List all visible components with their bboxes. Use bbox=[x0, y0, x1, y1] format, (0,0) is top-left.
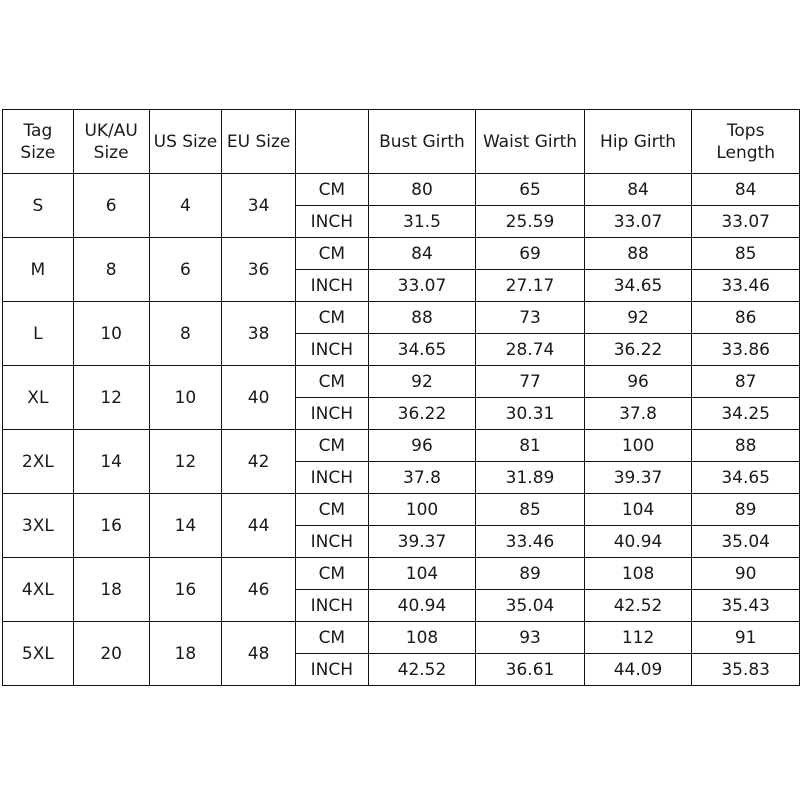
us-size-cell: 14 bbox=[149, 494, 222, 558]
uk-au-size-cell: 8 bbox=[73, 238, 149, 302]
eu-size-cell: 46 bbox=[222, 558, 296, 622]
header-row bbox=[3, 110, 800, 174]
tag-size-cell: L bbox=[3, 302, 74, 366]
length-inch-cell: 35.43 bbox=[692, 590, 800, 622]
length-cm-cell: 85 bbox=[692, 238, 800, 270]
header-eu-size-label: EU Size bbox=[226, 131, 291, 152]
length-cm-cell: 89 bbox=[692, 494, 800, 526]
uk-au-size-cell: 12 bbox=[73, 366, 149, 430]
length-inch-cell: 35.04 bbox=[692, 526, 800, 558]
waist-inch-cell: 36.61 bbox=[476, 654, 585, 686]
hip-cm-cell: 84 bbox=[584, 174, 692, 206]
hip-cm-cell: 96 bbox=[584, 366, 692, 398]
table-row bbox=[3, 366, 800, 398]
header-uk-au-size bbox=[73, 110, 149, 174]
unit-cm-cell: CM bbox=[295, 622, 368, 654]
uk-au-size-cell: 20 bbox=[73, 622, 149, 686]
unit-inch-cell: INCH bbox=[295, 334, 368, 366]
unit-cm-cell: CM bbox=[295, 174, 368, 206]
waist-inch-cell: 27.17 bbox=[476, 270, 585, 302]
waist-cm-cell: 93 bbox=[476, 622, 585, 654]
table-row bbox=[3, 302, 800, 334]
waist-inch-cell: 30.31 bbox=[476, 398, 585, 430]
header-bust-girth bbox=[368, 110, 476, 174]
eu-size-cell: 34 bbox=[222, 174, 296, 238]
hip-cm-cell: 112 bbox=[584, 622, 692, 654]
length-cm-cell: 87 bbox=[692, 366, 800, 398]
bust-cm-cell: 84 bbox=[368, 238, 476, 270]
hip-cm-cell: 88 bbox=[584, 238, 692, 270]
header-unit bbox=[295, 110, 368, 174]
eu-size-cell: 38 bbox=[222, 302, 296, 366]
length-cm-cell: 84 bbox=[692, 174, 800, 206]
length-inch-cell: 33.07 bbox=[692, 206, 800, 238]
bust-inch-cell: 40.94 bbox=[368, 590, 476, 622]
tag-size-cell: 4XL bbox=[3, 558, 74, 622]
waist-cm-cell: 89 bbox=[476, 558, 585, 590]
tag-size-cell: S bbox=[3, 174, 74, 238]
waist-cm-cell: 69 bbox=[476, 238, 585, 270]
header-us-size-label: US Size bbox=[153, 131, 218, 152]
waist-cm-cell: 85 bbox=[476, 494, 585, 526]
header-tag-size-label: Tag Size bbox=[20, 120, 56, 163]
unit-inch-cell: INCH bbox=[295, 270, 368, 302]
bust-cm-cell: 92 bbox=[368, 366, 476, 398]
bust-cm-cell: 96 bbox=[368, 430, 476, 462]
bust-cm-cell: 80 bbox=[368, 174, 476, 206]
waist-inch-cell: 35.04 bbox=[476, 590, 585, 622]
hip-cm-cell: 108 bbox=[584, 558, 692, 590]
header-tag-size bbox=[3, 110, 74, 174]
bust-inch-cell: 37.8 bbox=[368, 462, 476, 494]
header-tops-length-label: Tops Length bbox=[716, 120, 775, 163]
eu-size-cell: 44 bbox=[222, 494, 296, 558]
bust-cm-cell: 100 bbox=[368, 494, 476, 526]
hip-cm-cell: 92 bbox=[584, 302, 692, 334]
eu-size-cell: 42 bbox=[222, 430, 296, 494]
waist-inch-cell: 31.89 bbox=[476, 462, 585, 494]
unit-cm-cell: CM bbox=[295, 430, 368, 462]
bust-inch-cell: 33.07 bbox=[368, 270, 476, 302]
waist-cm-cell: 81 bbox=[476, 430, 585, 462]
unit-cm-cell: CM bbox=[295, 366, 368, 398]
bust-inch-cell: 39.37 bbox=[368, 526, 476, 558]
uk-au-size-cell: 10 bbox=[73, 302, 149, 366]
header-waist-girth-label: Waist Girth bbox=[482, 131, 578, 152]
unit-inch-cell: INCH bbox=[295, 526, 368, 558]
hip-cm-cell: 104 bbox=[584, 494, 692, 526]
unit-inch-cell: INCH bbox=[295, 654, 368, 686]
hip-inch-cell: 42.52 bbox=[584, 590, 692, 622]
unit-cm-cell: CM bbox=[295, 494, 368, 526]
length-cm-cell: 86 bbox=[692, 302, 800, 334]
length-inch-cell: 33.46 bbox=[692, 270, 800, 302]
hip-inch-cell: 40.94 bbox=[584, 526, 692, 558]
uk-au-size-cell: 6 bbox=[73, 174, 149, 238]
length-cm-cell: 90 bbox=[692, 558, 800, 590]
tag-size-cell: XL bbox=[3, 366, 74, 430]
bust-cm-cell: 88 bbox=[368, 302, 476, 334]
unit-inch-cell: INCH bbox=[295, 398, 368, 430]
waist-cm-cell: 65 bbox=[476, 174, 585, 206]
hip-inch-cell: 39.37 bbox=[584, 462, 692, 494]
us-size-cell: 16 bbox=[149, 558, 222, 622]
waist-inch-cell: 25.59 bbox=[476, 206, 585, 238]
header-tops-length bbox=[692, 110, 800, 174]
table-row bbox=[3, 174, 800, 206]
length-cm-cell: 88 bbox=[692, 430, 800, 462]
eu-size-cell: 36 bbox=[222, 238, 296, 302]
tag-size-cell: 2XL bbox=[3, 430, 74, 494]
unit-inch-cell: INCH bbox=[295, 590, 368, 622]
us-size-cell: 12 bbox=[149, 430, 222, 494]
unit-inch-cell: INCH bbox=[295, 206, 368, 238]
table-row bbox=[3, 238, 800, 270]
us-size-cell: 6 bbox=[149, 238, 222, 302]
unit-cm-cell: CM bbox=[295, 558, 368, 590]
header-eu-size bbox=[222, 110, 296, 174]
hip-inch-cell: 36.22 bbox=[584, 334, 692, 366]
us-size-cell: 10 bbox=[149, 366, 222, 430]
unit-inch-cell: INCH bbox=[295, 462, 368, 494]
tag-size-cell: 5XL bbox=[3, 622, 74, 686]
tag-size-cell: M bbox=[3, 238, 74, 302]
table-row bbox=[3, 494, 800, 526]
length-inch-cell: 34.25 bbox=[692, 398, 800, 430]
eu-size-cell: 40 bbox=[222, 366, 296, 430]
header-hip-girth bbox=[584, 110, 692, 174]
us-size-cell: 18 bbox=[149, 622, 222, 686]
waist-inch-cell: 28.74 bbox=[476, 334, 585, 366]
hip-inch-cell: 44.09 bbox=[584, 654, 692, 686]
tag-size-cell: 3XL bbox=[3, 494, 74, 558]
waist-cm-cell: 77 bbox=[476, 366, 585, 398]
size-chart-table bbox=[2, 109, 800, 686]
unit-cm-cell: CM bbox=[295, 302, 368, 334]
header-waist-girth bbox=[476, 110, 585, 174]
bust-inch-cell: 34.65 bbox=[368, 334, 476, 366]
table-row bbox=[3, 558, 800, 590]
length-inch-cell: 35.83 bbox=[692, 654, 800, 686]
header-hip-girth-label: Hip Girth bbox=[600, 131, 677, 152]
bust-inch-cell: 42.52 bbox=[368, 654, 476, 686]
hip-inch-cell: 33.07 bbox=[584, 206, 692, 238]
uk-au-size-cell: 14 bbox=[73, 430, 149, 494]
hip-inch-cell: 37.8 bbox=[584, 398, 692, 430]
us-size-cell: 4 bbox=[149, 174, 222, 238]
eu-size-cell: 48 bbox=[222, 622, 296, 686]
length-inch-cell: 34.65 bbox=[692, 462, 800, 494]
uk-au-size-cell: 16 bbox=[73, 494, 149, 558]
header-bust-girth-label: Bust Girth bbox=[379, 131, 465, 152]
bust-cm-cell: 104 bbox=[368, 558, 476, 590]
uk-au-size-cell: 18 bbox=[73, 558, 149, 622]
table-row bbox=[3, 622, 800, 654]
header-uk-au-size-label: UK/AU Size bbox=[84, 120, 138, 163]
waist-inch-cell: 33.46 bbox=[476, 526, 585, 558]
length-cm-cell: 91 bbox=[692, 622, 800, 654]
bust-inch-cell: 31.5 bbox=[368, 206, 476, 238]
length-inch-cell: 33.86 bbox=[692, 334, 800, 366]
table-row bbox=[3, 430, 800, 462]
bust-inch-cell: 36.22 bbox=[368, 398, 476, 430]
hip-cm-cell: 100 bbox=[584, 430, 692, 462]
us-size-cell: 8 bbox=[149, 302, 222, 366]
header-us-size bbox=[149, 110, 222, 174]
hip-inch-cell: 34.65 bbox=[584, 270, 692, 302]
unit-cm-cell: CM bbox=[295, 238, 368, 270]
bust-cm-cell: 108 bbox=[368, 622, 476, 654]
waist-cm-cell: 73 bbox=[476, 302, 585, 334]
